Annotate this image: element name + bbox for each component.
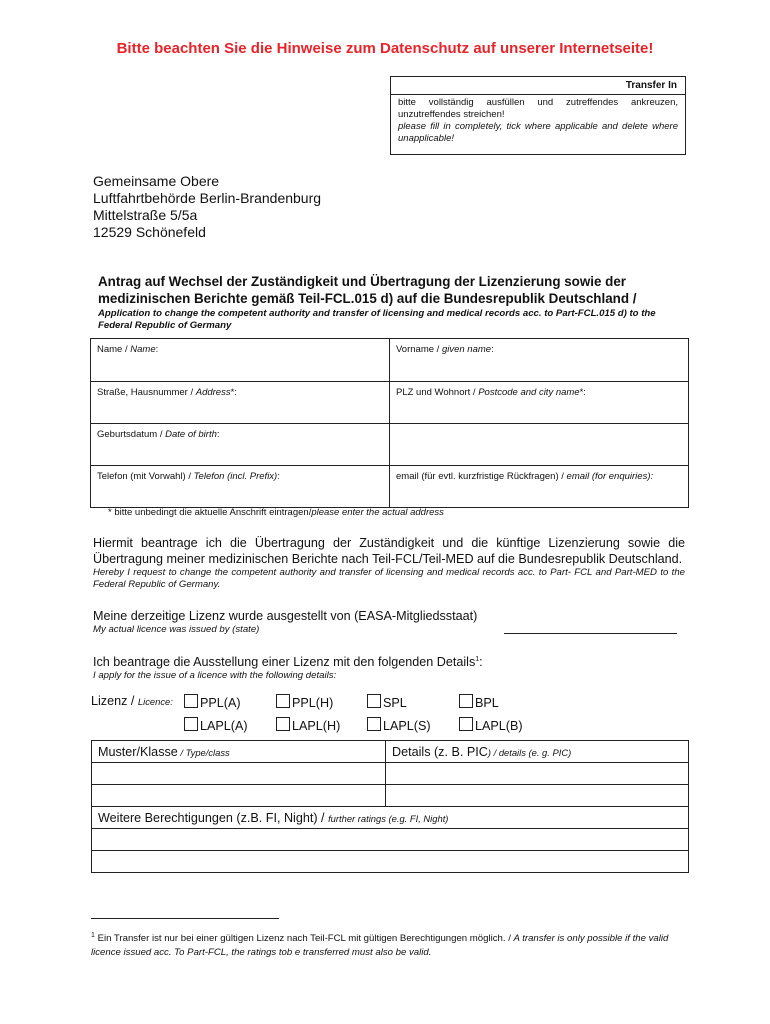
apply-section (93, 652, 685, 682)
address-line-3: Mittelstraße 5/5a (93, 207, 198, 223)
instruction-de: bitte vollständig ausfüllen und zutreffendes ankreuzen, unzutreffendes streichen! (398, 97, 678, 120)
details-input-1[interactable] (386, 763, 689, 785)
licence-label: Lizenz / Licence: (91, 694, 173, 708)
postcode-city-field[interactable]: PLZ und Wohnort / Postcode and city name*: (390, 382, 689, 424)
checkbox-box[interactable] (459, 717, 473, 731)
current-licence-de: Meine derzeitige Lizenz wurde ausgestellt von (EASA-Mitgliedsstaat) (93, 609, 478, 623)
address-note: * bitte unbedingt die aktuelle Anschrift eintragen/please enter the actual address (108, 507, 444, 518)
type-class-input-2[interactable] (92, 785, 386, 807)
checkbox-ppl-a[interactable]: PPL(A) (184, 694, 241, 710)
further-ratings-input-2[interactable] (92, 851, 689, 873)
application-title: Antrag auf Wechsel der Zuständigkeit und Übertragung der Lizenzierung sowie der medizinischen Berichte gemäß Teil-FCL.015 d) auf die Bundesrepublik Deutschland / (98, 274, 637, 306)
further-ratings-input-1[interactable] (92, 829, 689, 851)
checkbox-box[interactable] (367, 694, 381, 708)
checkbox-spl[interactable]: SPL (367, 694, 407, 710)
address-line-4: 12529 Schönefeld (93, 224, 206, 240)
checkbox-box[interactable] (367, 717, 381, 731)
request-text-en: Hereby I request to change the competent authority and transfer of licensing and medical records acc. to Part- FCL and Part-MED to the Federal Republic of Germany. (93, 567, 685, 590)
application-title-en: Application to change the competent authority and transfer of licensing and medical records acc. to Part-FCL.015 d) to the Federal Republic of Germany (98, 308, 656, 331)
current-licence-en: My actual licence was issued by (state) (93, 624, 260, 635)
given-name-field[interactable]: Vorname / given name: (390, 339, 689, 382)
checkbox-lapl-h[interactable]: LAPL(H) (276, 717, 340, 733)
apply-en: I apply for the issue of a licence with the following details: (93, 670, 337, 682)
transfer-in-title: Transfer In (391, 77, 685, 95)
instruction-en: please fill in completely, tick where applicable and delete where unapplicable! (398, 121, 678, 144)
licence-details-table (91, 740, 689, 873)
checkbox-ppl-h[interactable]: PPL(H) (276, 694, 333, 710)
further-ratings-header: Weitere Berechtigungen (z.B. FI, Night) / further ratings (e.g. FI, Night) (92, 807, 689, 829)
footnote-rule (91, 918, 279, 919)
checkbox-box[interactable] (184, 717, 198, 731)
personal-data-table (90, 338, 689, 508)
issuing-state-line[interactable] (504, 633, 677, 634)
phone-field[interactable]: Telefon (mit Vorwahl) / Telefon (incl. Prefix): (91, 466, 390, 508)
checkbox-lapl-a[interactable]: LAPL(A) (184, 717, 248, 733)
address-line-2: Luftfahrtbehörde Berlin-Brandenburg (93, 190, 322, 206)
checkbox-lapl-b[interactable]: LAPL(B) (459, 717, 523, 733)
checkbox-lapl-s[interactable]: LAPL(S) (367, 717, 431, 733)
checkbox-box[interactable] (276, 717, 290, 731)
birth-date-field[interactable]: Geburtsdatum / Date of birth: (91, 424, 390, 466)
transfer-instructions (391, 95, 685, 147)
apply-de: Ich beantrage die Ausstellung einer Lizenz mit den folgenden Details$^1$: (93, 655, 483, 670)
current-licence-section (93, 608, 685, 636)
type-class-input-1[interactable] (92, 763, 386, 785)
checkbox-box[interactable] (184, 694, 198, 708)
request-paragraph (93, 535, 685, 591)
checkbox-bpl[interactable]: BPL (459, 694, 499, 710)
checkbox-box[interactable] (459, 694, 473, 708)
name-field[interactable]: Name / Name: (91, 339, 390, 382)
privacy-notice: Bitte beachten Sie die Hinweise zum Datenschutz auf unserer Internetseite! (116, 40, 654, 57)
details-header: Details (z. B. PIC) / details (e. g. PIC) (386, 741, 689, 763)
email-field[interactable]: email (für evtl. kurzfristige Rückfragen) / email (for enquiries): (390, 466, 689, 508)
address-line-1: Gemeinsame Obere (93, 173, 220, 189)
street-field[interactable]: Straße, Hausnummer / Address*: (91, 382, 390, 424)
request-text-de: Hiermit beantrage ich die Übertragung der Zuständigkeit und die künftige Lizenzierung sowie die Übertragung meiner medizinischen Berichte nach Teil-FCL/Teil-MED auf die Bundesrepublik Deutschland. (93, 536, 685, 566)
type-class-header: Muster/Klasse / Type/class (92, 741, 386, 763)
transfer-in-box (390, 76, 686, 155)
checkbox-box[interactable] (276, 694, 290, 708)
authority-address (93, 173, 321, 241)
birth-date-empty-cell (390, 424, 689, 466)
footnote: $^1$ Ein Transfer ist nur bei einer gültigen Lizenz nach Teil-FCL mit gültigen Berechtigungen möglich. / A transfer is only possible if the valid licence issued acc. To Part-FCL, the ratings tob e transferred must also be valid. (91, 932, 669, 959)
details-input-2[interactable] (386, 785, 689, 807)
